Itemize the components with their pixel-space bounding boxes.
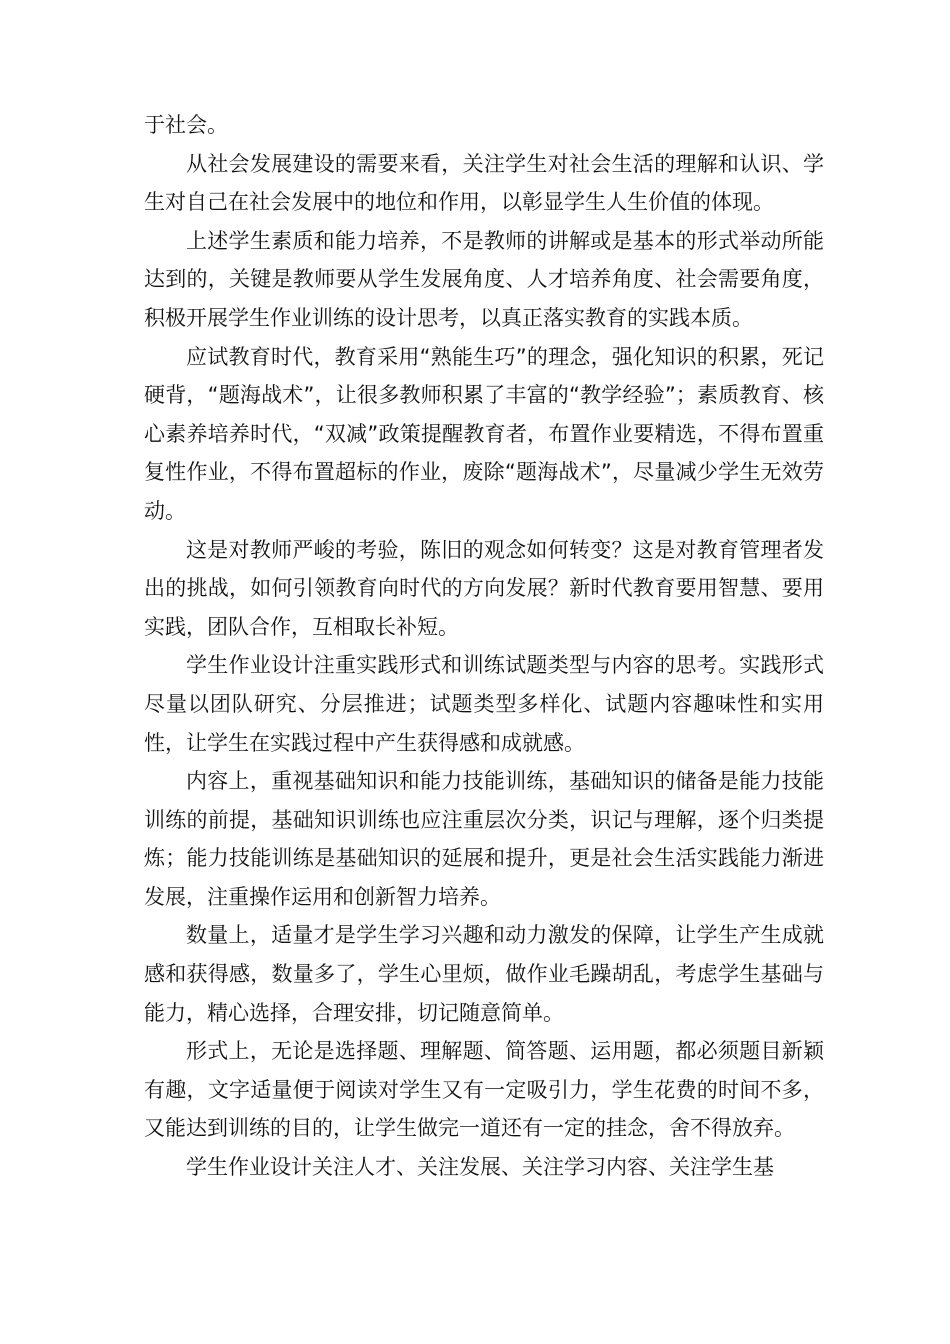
paragraph-6: 学生作业设计注重实践形式和训练试题类型与内容的思考。实践形式尽量以团队研究、分层推进；试题类型多样化、试题内容趣味性和实用性，让学生在实践过程中产生获得感和成就感。 (144, 653, 824, 755)
paragraph-1: 于社会。 (144, 113, 228, 137)
document-body (144, 106, 824, 1187)
paragraph-7: 内容上，重视基础知识和能力技能训练，基础知识的储备是能力技能训练的前提，基础知识训练也应注重层次分类，识记与理解，逐个归类提炼；能力技能训练是基础知识的延展和提升，更是社会生活实践能力渐进发展，注重操作运用和创新智力培养。 (144, 769, 824, 909)
paragraph-9: 形式上，无论是选择题、理解题、简答题、运用题，都必须题目新颖有趣，文字适量便于阅读对学生又有一定吸引力，学生花费的时间不多，又能达到训练的目的，让学生做完一道还有一定的挂念，舍不得放弃。 (144, 1039, 824, 1141)
paragraph-2: 从社会发展建设的需要来看，关注学生对社会生活的理解和认识、学生对自己在社会发展中的地位和作用，以彰显学生人生价值的体现。 (144, 151, 824, 215)
paragraph-4: 应试教育时代，教育采用“熟能生巧”的理念，强化知识的积累，死记硬背，“题海战术”，让很多教师积累了丰富的“教学经验”；素质教育、核心素养培养时代，“双减”政策提醒教育者，布置作业要精选，不得布置重复性作业，不得布置超标的作业，废除“题海战术”，尽量减少学生无效劳动。 (144, 344, 824, 523)
paragraph-10: 学生作业设计关注人才、关注发展、关注学习内容、关注学生基 (186, 1155, 774, 1180)
paragraph-3: 上述学生素质和能力培养，不是教师的讲解或是基本的形式举动所能达到的，关键是教师要从学生发展角度、人才培养角度、社会需要角度，积极开展学生作业训练的设计思考，以真正落实教育的实践本质。 (144, 228, 824, 330)
paragraph-5: 这是对教师严峻的考验，陈旧的观念如何转变？这是对教育管理者发出的挑战，如何引领教育向时代的方向发展？新时代教育要用智慧、要用实践，团队合作，互相取长补短。 (144, 537, 824, 639)
paragraph-8: 数量上，适量才是学生学习兴趣和动力激发的保障，让学生产生成就感和获得感，数量多了，学生心里烦，做作业毛躁胡乱，考虑学生基础与能力，精心选择，合理安排，切记随意简单。 (144, 923, 824, 1025)
